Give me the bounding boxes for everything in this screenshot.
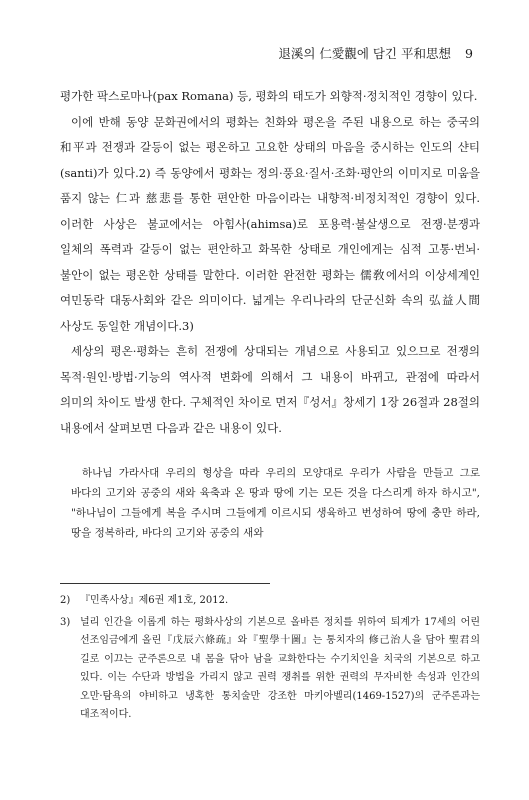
footnote-2: [60, 592, 480, 611]
running-title: 退溪의 仁愛觀에 담긴 平和思想: [278, 46, 452, 61]
footnote-text: 널리 인간을 이롭게 하는 평화사상의 기본으로 올바른 정치를 위하여 퇴계가 17세의 어린 선조임금에게 올린『戊辰六條疏』와『聖學十圖』는 통치자의 修己治人을 담아 聖君의 길로 이끄는 군주론으로 내 몸을 닦아 남을 교화한다는 수기치인을 치국의 기본으로 하고 있다. 이는 수단과 방법을 가리지 않고 권력 쟁취를 위한 권력의 무자비한 속성과 인간의 오만·탐욕의 야비하고 냉혹한 통치술만 강조한 마키아벨리(1469-1527)의 군주론과는 대조적이다.: [80, 616, 480, 720]
block-quote: 하나님 가라사대 우리의 형상을 따라 우리의 모양대로 우리가 사람을 만들고 그로 바다의 고기와 공중의 새와 육축과 온 땅과 땅에 기는 모든 것을 다스리게 하자 하시고", "하나님이 그들에게 복을 주시며 그들에게 이르시되 생육하고 번성하여 땅에 충만 하라, 땅을 정복하라, 바다의 고기와 공중의 새와: [71, 467, 480, 539]
footnote-3: [60, 614, 480, 725]
footnote-number: 3): [60, 616, 71, 628]
footnote-number: 2): [60, 595, 71, 606]
page-number: 9: [465, 46, 473, 61]
running-header: [278, 44, 473, 62]
footnote-text: 『민족사상』제6권 제1호, 2012.: [80, 595, 229, 606]
paragraph-2: 이에 반해 동양 문화권에서의 평화는 친화와 평온을 주된 내용으로 하는 중국의 和平과 전쟁과 갈등이 없는 평온하고 고요한 상태의 마음을 중시하는 인도의 샨티(santi)가 있다.2) 즉 동양에서 평화는 정의·풍요·질서·조화·평안의 이미지로 미움을 품지 않는 仁과 慈悲를 통한 편안한 마음이라는 내향적·비정치적인 경향이 있다. 이러한 사상은 불교에서는 아힘사(ahimsa)로 포용력·불살생으로 전쟁·분쟁과 일체의 폭력과 갈등이 없는 편안하고 화목한 상태로 개인에게는 심적 고통·번뇌·불안이 없는 평온한 상태를 말한다. 이러한 완전한 평화는 儒敎에서의 이상세계인 여민동락 대동사회와 같은 의미이다. 넓게는 우리나라의 단군신화 속의 弘益人間 사상도 동일한 개념이다.3): [60, 114, 480, 333]
footnote-divider: [60, 583, 270, 584]
paragraph-1: 평가한 팍스로마나(pax Romana) 등, 평화의 태도가 외향적·정치적인 경향이 있다.: [60, 89, 478, 103]
paragraph-3: 세상의 평온·평화는 흔히 전쟁에 상대되는 개념으로 사용되고 있으므로 전쟁의 목적·원인·방법·기능의 역사적 변화에 의해서 그 내용이 바뀌고, 관점에 따라서 의미의 차이도 발생 한다. 구체적인 차이로 먼저『성서』창세기 1장 26절과 28절의 내용에서 살펴보면 다음과 같은 내용이 있다.: [60, 344, 480, 435]
body-text: [60, 84, 480, 543]
footnotes: [60, 592, 480, 728]
